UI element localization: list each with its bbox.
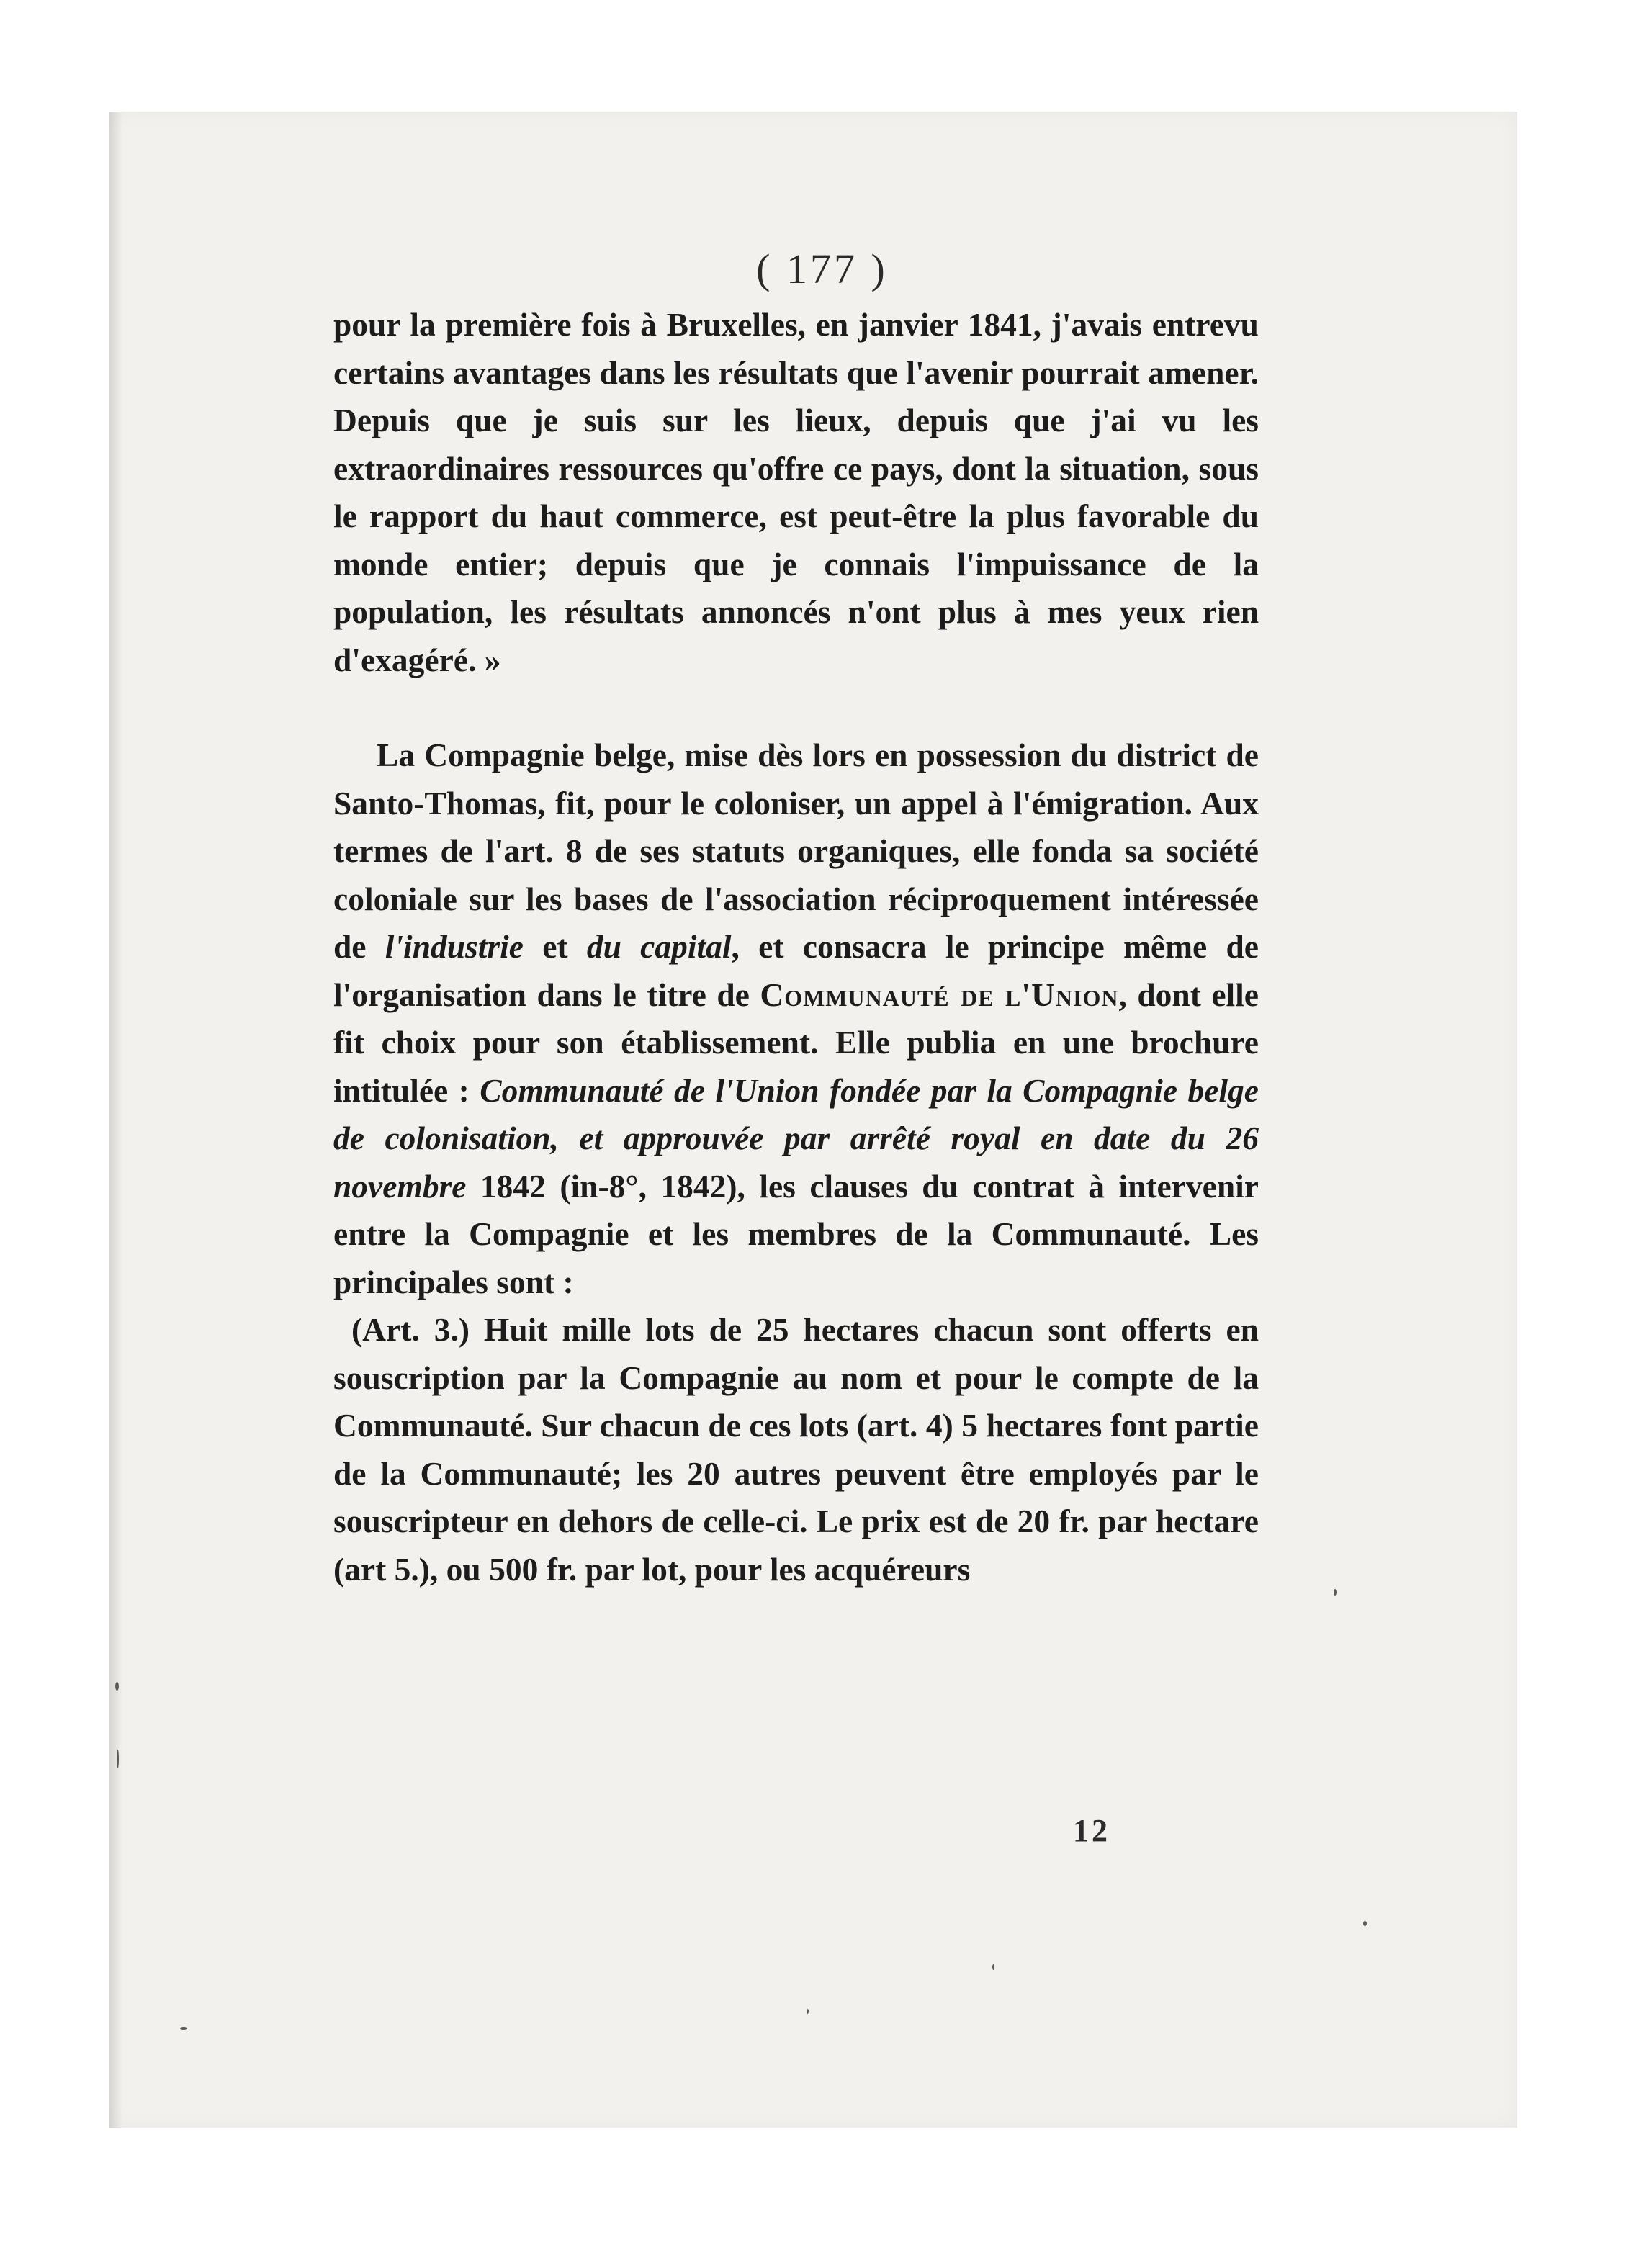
paragraph-1: pour la première fois à Bruxelles, en janvier 1841, j'avais entrevu certains avantages dans les résultats que l'avenir pourrait amener. Depuis que je suis sur les lieux, depuis que j'ai vu les extraordinaires ressources qu'offre ce pays, dont la situation, sous le rapport du haut commerce, est peut-être la plus favorable du monde entier; depuis que je connais l'impuissance de la population, les résultats annoncés n'ont plus à mes yeux rien d'exagéré. »: [333, 306, 1259, 678]
paragraph-2-italic-capital: du capital: [586, 928, 732, 965]
paragraph-2-text-c: et: [523, 928, 587, 965]
paragraph-2-text-g: , dont elle fit choix pour son établissement. Elle publia en une brochure intitulée :: [333, 976, 1259, 1109]
scan-speck: [180, 2027, 187, 2030]
scan-speck: [115, 1682, 119, 1691]
scan-speck: [117, 1750, 119, 1768]
paragraph-2-smallcaps-title: Communauté de l'Union: [760, 976, 1119, 1013]
paragraph-2-italic-industrie: l'industrie: [385, 928, 524, 965]
paragraph-2-italic-brochure-title: Communauté de l'Union fondée par la Compagnie belge de colonisation, et approuvée par arrêté royal en date du 26 novembre: [333, 1071, 1259, 1205]
scan-speck: [1334, 1589, 1337, 1596]
scan-speck: [1363, 1921, 1367, 1926]
scan-speck: [992, 1964, 994, 1970]
page-body: [333, 301, 1259, 1593]
paragraph-2-text-a: La Compagnie belge, mise dès lors en possession du district de Santo-Thomas, fit, pour le coloniser, un appel à l'émigration. Aux termes de l'art. 8 de ses statuts organiques, elle fonda sa société coloniale sur les bases de l'association réciproquement intéressée de: [333, 737, 1259, 965]
paragraph-3: (Art. 3.) Huit mille lots de 25 hectares chacun sont offerts en souscription par la Compagnie au nom et pour le compte de la Communauté. Sur chacun de ces lots (art. 4) 5 hectares font partie de la Communauté; les 20 autres peuvent être employés par le souscripteur en dehors de celle-ci. Le prix est de 20 fr. par hectare (art 5.), ou 500 fr. par lot, pour les acquéreurs: [333, 1311, 1259, 1588]
signature-mark: 12: [1073, 1813, 1110, 1848]
paragraph-2-text-e: , et consacra le principe même de l'organisation dans le titre de: [333, 928, 1259, 1013]
page-number-header: ( 177 ): [756, 246, 888, 292]
paragraph-2-text-i: 1842 (in-8°, 1842), les clauses du contrat à intervenir entre la Compagnie et les membres de la Communauté. Les principales sont :: [333, 1167, 1259, 1300]
page-gutter-shadow: [109, 112, 122, 2128]
scan-speck: [807, 2009, 809, 2014]
paragraph-2: [333, 732, 1259, 1306]
